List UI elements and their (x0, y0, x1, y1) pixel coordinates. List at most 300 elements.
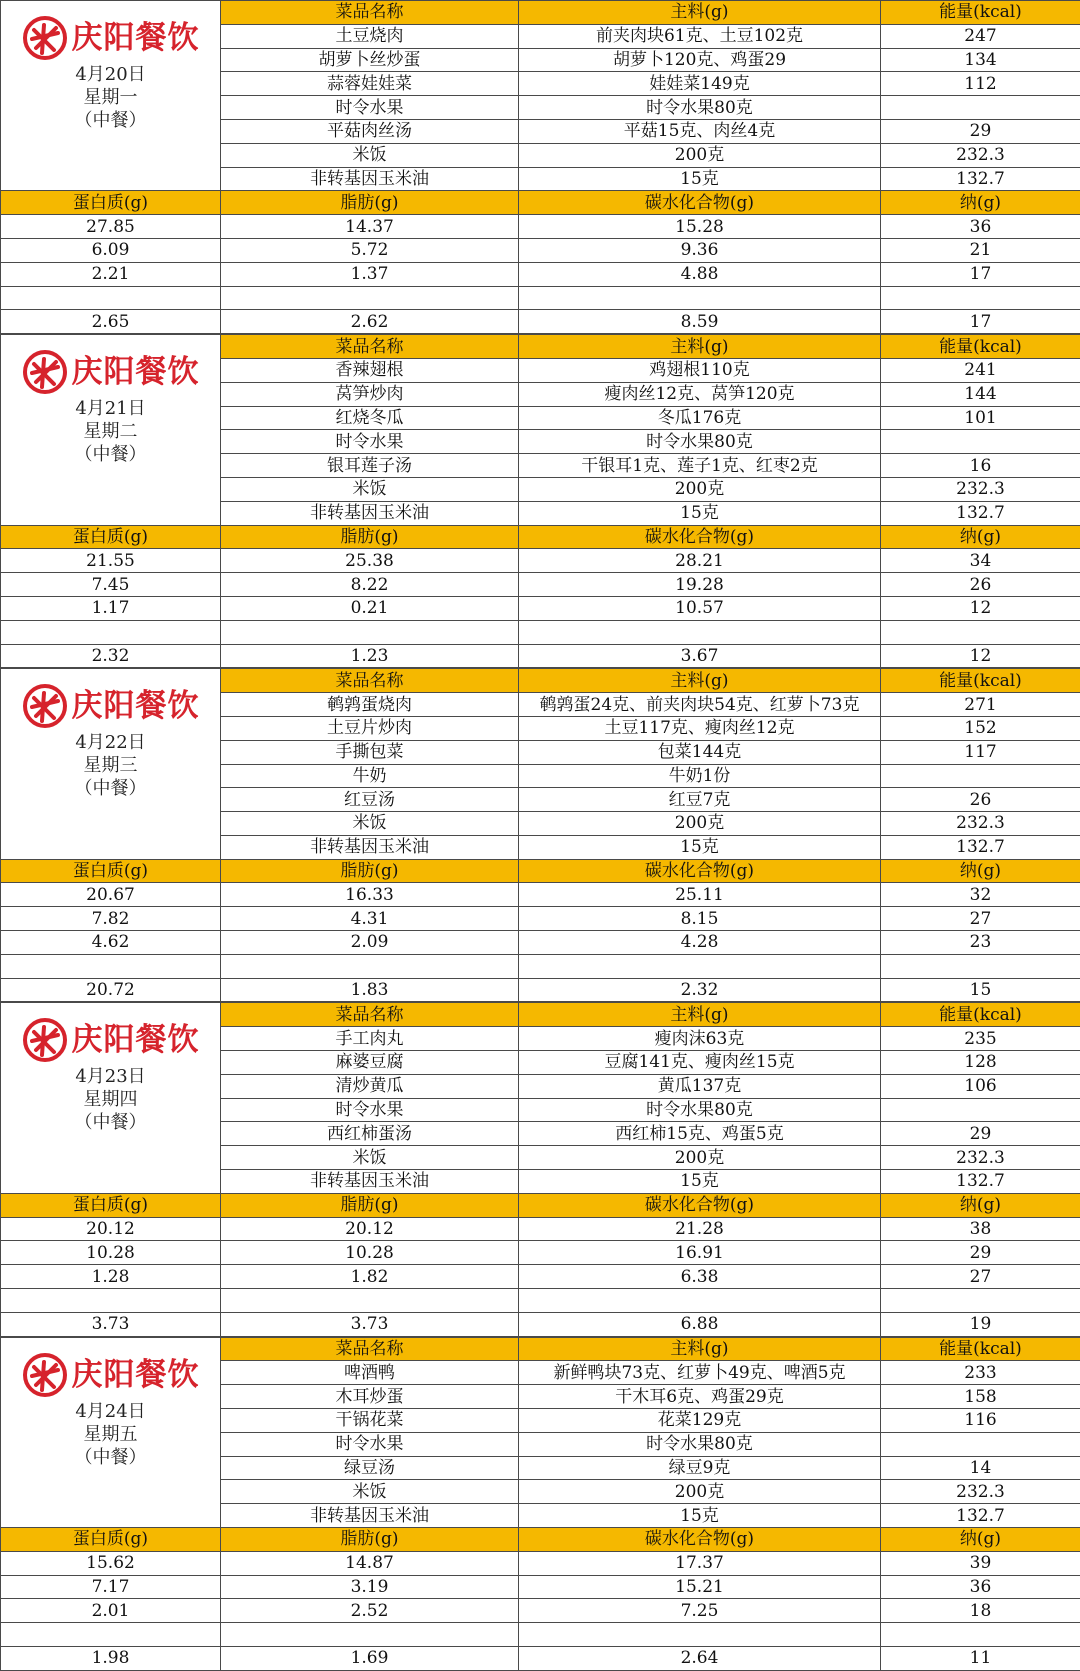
dish-ingredients: 西红柿15克、鸡蛋5克 (519, 1122, 881, 1146)
protein-value (1, 620, 221, 644)
dish-ingredients: 干木耳6克、鸡蛋29克 (519, 1385, 881, 1409)
dish-header-row (1, 1003, 1080, 1027)
dish-energy (881, 764, 1080, 788)
dish-name: 蒜蓉娃娃菜 (221, 72, 519, 96)
dish-ingredients: 鸡翅根110克 (519, 358, 881, 382)
protein-value: 7.17 (1, 1575, 221, 1599)
dish-name: 绿豆汤 (221, 1456, 519, 1480)
fat-value: 2.62 (221, 310, 519, 334)
dish-energy: 16 (881, 454, 1080, 478)
sodium-value: 27 (881, 1265, 1080, 1289)
dish-ingredients: 15克 (519, 1504, 881, 1528)
header-carbs: 碳水化合物(g) (519, 1193, 881, 1217)
fat-value: 1.82 (221, 1265, 519, 1289)
menu-weekday: 星期二 (1, 420, 220, 443)
carbs-value (519, 1623, 881, 1647)
header-ingredients: 主料(g) (519, 1, 881, 25)
nutrition-row (1, 1289, 1080, 1313)
dish-name: 非转基因玉米油 (221, 167, 519, 191)
nutrition-header-row (1, 1193, 1080, 1217)
dish-name: 土豆烧肉 (221, 24, 519, 48)
protein-value: 1.17 (1, 596, 221, 620)
header-energy: 能量(kcal) (881, 669, 1080, 693)
day-menu-table (0, 0, 1080, 334)
dish-ingredients: 鹌鹑蛋24克、前夹肉块54克、红萝卜73克 (519, 693, 881, 717)
day-menu-table (0, 1002, 1080, 1336)
sodium-value: 27 (881, 907, 1080, 931)
sodium-value: 19 (881, 1312, 1080, 1336)
dish-name: 米饭 (221, 1146, 519, 1170)
menu-weekday: 星期三 (1, 754, 220, 777)
menu-meal: （中餐） (1, 777, 220, 800)
header-ingredients: 主料(g) (519, 1337, 881, 1361)
dish-energy: 235 (881, 1027, 1080, 1051)
carbs-value: 3.67 (519, 644, 881, 668)
sodium-value (881, 1289, 1080, 1313)
header-carbs: 碳水化合物(g) (519, 191, 881, 215)
dish-energy: 29 (881, 1122, 1080, 1146)
fat-value (221, 1623, 519, 1647)
nutrition-header-row (1, 1528, 1080, 1552)
sodium-value: 34 (881, 549, 1080, 573)
menu-meal: （中餐） (1, 443, 220, 466)
nutrition-row (1, 620, 1080, 644)
nutrition-row (1, 1599, 1080, 1623)
brand-logo (1, 349, 220, 395)
dish-energy: 101 (881, 406, 1080, 430)
menu-weekday: 星期五 (1, 1423, 220, 1446)
menu-meal: （中餐） (1, 109, 220, 132)
dish-ingredients: 时令水果80克 (519, 1098, 881, 1122)
date-block (1, 63, 220, 132)
dish-name: 鹌鹑蛋烧肉 (221, 693, 519, 717)
brand-logo-icon (22, 1017, 68, 1063)
dish-energy: 132.7 (881, 1504, 1080, 1528)
menu-weekday: 星期四 (1, 1088, 220, 1111)
carbs-value: 15.21 (519, 1575, 881, 1599)
protein-value: 3.73 (1, 1312, 221, 1336)
dish-name: 时令水果 (221, 96, 519, 120)
dish-ingredients: 15克 (519, 501, 881, 525)
dish-name: 红烧冬瓜 (221, 406, 519, 430)
nutrition-row (1, 549, 1080, 573)
dish-energy: 132.7 (881, 1170, 1080, 1194)
header-fat: 脂肪(g) (221, 191, 519, 215)
dish-name: 清炒黄瓜 (221, 1074, 519, 1098)
dish-header-row (1, 1337, 1080, 1361)
nutrition-row (1, 1312, 1080, 1336)
brand-logo (1, 1352, 220, 1398)
protein-value: 2.21 (1, 262, 221, 286)
dish-name: 干锅花菜 (221, 1409, 519, 1433)
carbs-value: 28.21 (519, 549, 881, 573)
dish-energy: 233 (881, 1361, 1080, 1385)
header-dish-name: 菜品名称 (221, 1, 519, 25)
carbs-value: 17.37 (519, 1551, 881, 1575)
dish-name: 香辣翅根 (221, 358, 519, 382)
dish-name: 平菇肉丝汤 (221, 119, 519, 143)
dish-energy: 26 (881, 788, 1080, 812)
header-energy: 能量(kcal) (881, 1003, 1080, 1027)
dish-name: 莴笋炒肉 (221, 382, 519, 406)
dish-ingredients: 15克 (519, 167, 881, 191)
carbs-value: 8.59 (519, 310, 881, 334)
header-protein: 蛋白质(g) (1, 1528, 221, 1552)
sodium-value: 36 (881, 215, 1080, 239)
dish-name: 啤酒鸭 (221, 1361, 519, 1385)
fat-value: 16.33 (221, 883, 519, 907)
header-sodium: 纳(g) (881, 859, 1080, 883)
sodium-value (881, 1623, 1080, 1647)
dish-name: 时令水果 (221, 430, 519, 454)
protein-value: 20.67 (1, 883, 221, 907)
nutrition-row (1, 1217, 1080, 1241)
fat-value: 20.12 (221, 1217, 519, 1241)
header-sodium: 纳(g) (881, 191, 1080, 215)
brand-name: 庆阳餐饮 (72, 362, 200, 382)
fat-value (221, 286, 519, 310)
header-protein: 蛋白质(g) (1, 525, 221, 549)
protein-value: 2.01 (1, 1599, 221, 1623)
fat-value: 5.72 (221, 238, 519, 262)
dish-name: 麻婆豆腐 (221, 1051, 519, 1075)
menu-meal: （中餐） (1, 1111, 220, 1134)
dish-ingredients: 豆腐141克、瘦肉丝15克 (519, 1051, 881, 1075)
protein-value: 7.45 (1, 573, 221, 597)
date-block (1, 731, 220, 800)
sodium-value: 26 (881, 573, 1080, 597)
nutrition-row (1, 215, 1080, 239)
fat-value: 14.37 (221, 215, 519, 239)
dish-energy: 144 (881, 382, 1080, 406)
nutrition-row (1, 954, 1080, 978)
sodium-value: 12 (881, 644, 1080, 668)
sodium-value: 23 (881, 931, 1080, 955)
header-sodium: 纳(g) (881, 525, 1080, 549)
fat-value: 2.52 (221, 1599, 519, 1623)
brand-name: 庆阳餐饮 (72, 1365, 200, 1385)
nutrition-row (1, 931, 1080, 955)
brand-logo-icon (22, 1352, 68, 1398)
menu-weekday: 星期一 (1, 86, 220, 109)
dish-energy: 152 (881, 716, 1080, 740)
dish-energy: 134 (881, 48, 1080, 72)
dish-ingredients: 干银耳1克、莲子1克、红枣2克 (519, 454, 881, 478)
carbs-value: 6.38 (519, 1265, 881, 1289)
sodium-value: 17 (881, 262, 1080, 286)
nutrition-row (1, 573, 1080, 597)
dish-name: 时令水果 (221, 1098, 519, 1122)
date-block (1, 1400, 220, 1469)
dish-energy (881, 1432, 1080, 1456)
dish-ingredients: 包菜144克 (519, 740, 881, 764)
dish-ingredients: 瘦肉丝12克、莴笋120克 (519, 382, 881, 406)
protein-value: 21.55 (1, 549, 221, 573)
dish-energy: 232.3 (881, 812, 1080, 836)
dish-header-row (1, 1, 1080, 25)
dish-energy: 14 (881, 1456, 1080, 1480)
dish-name: 西红柿蛋汤 (221, 1122, 519, 1146)
dish-ingredients: 娃娃菜149克 (519, 72, 881, 96)
carbs-value: 4.28 (519, 931, 881, 955)
dish-ingredients: 新鲜鸭块73克、红萝卜49克、啤酒5克 (519, 1361, 881, 1385)
brand-logo-icon (22, 15, 68, 61)
nutrition-row (1, 310, 1080, 334)
sodium-value (881, 954, 1080, 978)
sodium-value (881, 620, 1080, 644)
header-sodium: 纳(g) (881, 1528, 1080, 1552)
protein-value: 1.98 (1, 1646, 221, 1670)
fat-value (221, 954, 519, 978)
day-menu-table (0, 334, 1080, 668)
header-carbs: 碳水化合物(g) (519, 525, 881, 549)
nutrition-row (1, 1265, 1080, 1289)
protein-value: 1.28 (1, 1265, 221, 1289)
protein-value: 20.72 (1, 978, 221, 1002)
carbs-value: 19.28 (519, 573, 881, 597)
dish-name: 银耳莲子汤 (221, 454, 519, 478)
carbs-value: 21.28 (519, 1217, 881, 1241)
dish-energy: 132.7 (881, 501, 1080, 525)
carbs-value: 15.28 (519, 215, 881, 239)
carbs-value (519, 286, 881, 310)
header-energy: 能量(kcal) (881, 1337, 1080, 1361)
dish-ingredients: 红豆7克 (519, 788, 881, 812)
protein-value: 2.65 (1, 310, 221, 334)
dish-energy: 29 (881, 119, 1080, 143)
nutrition-row (1, 286, 1080, 310)
dish-ingredients: 冬瓜176克 (519, 406, 881, 430)
carbs-value: 9.36 (519, 238, 881, 262)
dish-energy: 232.3 (881, 477, 1080, 501)
fat-value: 14.87 (221, 1551, 519, 1575)
menu-date: 4月23日 (1, 1065, 220, 1088)
nutrition-row (1, 596, 1080, 620)
day-info-block (1, 669, 221, 859)
dish-ingredients: 黄瓜137克 (519, 1074, 881, 1098)
dish-ingredients: 绿豆9克 (519, 1456, 881, 1480)
carbs-value (519, 1289, 881, 1313)
day-info-block (1, 1, 221, 191)
carbs-value: 25.11 (519, 883, 881, 907)
sodium-value: 12 (881, 596, 1080, 620)
dish-ingredients: 时令水果80克 (519, 96, 881, 120)
carbs-value: 4.88 (519, 262, 881, 286)
dish-energy (881, 1098, 1080, 1122)
day-info-block (1, 1003, 221, 1193)
date-block (1, 397, 220, 466)
carbs-value: 16.91 (519, 1241, 881, 1265)
dish-name: 手工肉丸 (221, 1027, 519, 1051)
header-ingredients: 主料(g) (519, 669, 881, 693)
dish-ingredients: 15克 (519, 835, 881, 859)
fat-value: 4.31 (221, 907, 519, 931)
brand-logo (1, 683, 220, 729)
dish-ingredients: 时令水果80克 (519, 430, 881, 454)
sodium-value: 17 (881, 310, 1080, 334)
dish-ingredients: 花菜129克 (519, 1409, 881, 1433)
dish-ingredients: 15克 (519, 1170, 881, 1194)
carbs-value (519, 954, 881, 978)
brand-logo (1, 15, 220, 61)
brand-name: 庆阳餐饮 (72, 28, 200, 48)
menu-date: 4月24日 (1, 1400, 220, 1423)
sodium-value: 39 (881, 1551, 1080, 1575)
dish-energy: 132.7 (881, 167, 1080, 191)
dish-name: 非转基因玉米油 (221, 1170, 519, 1194)
dish-energy: 128 (881, 1051, 1080, 1075)
dish-energy: 117 (881, 740, 1080, 764)
fat-value: 3.19 (221, 1575, 519, 1599)
dish-energy: 232.3 (881, 1146, 1080, 1170)
day-menu-table (0, 668, 1080, 1002)
menu-date: 4月21日 (1, 397, 220, 420)
date-block (1, 1065, 220, 1134)
protein-value: 15.62 (1, 1551, 221, 1575)
dish-energy: 106 (881, 1074, 1080, 1098)
header-ingredients: 主料(g) (519, 335, 881, 359)
nutrition-row (1, 262, 1080, 286)
dish-name: 非转基因玉米油 (221, 1504, 519, 1528)
sodium-value: 15 (881, 978, 1080, 1002)
protein-value: 7.82 (1, 907, 221, 931)
fat-value: 1.83 (221, 978, 519, 1002)
nutrition-row (1, 1575, 1080, 1599)
dish-ingredients: 200克 (519, 143, 881, 167)
dish-name: 米饭 (221, 143, 519, 167)
nutrition-row (1, 644, 1080, 668)
nutrition-row (1, 978, 1080, 1002)
brand-name: 庆阳餐饮 (72, 696, 200, 716)
day-menu-table (0, 1337, 1080, 1671)
nutrition-row (1, 238, 1080, 262)
header-dish-name: 菜品名称 (221, 335, 519, 359)
carbs-value: 2.32 (519, 978, 881, 1002)
fat-value: 1.23 (221, 644, 519, 668)
carbs-value (519, 620, 881, 644)
dish-energy: 112 (881, 72, 1080, 96)
sodium-value: 38 (881, 1217, 1080, 1241)
nutrition-row (1, 1241, 1080, 1265)
dish-ingredients: 200克 (519, 1480, 881, 1504)
dish-name: 米饭 (221, 477, 519, 501)
dish-ingredients: 瘦肉沫63克 (519, 1027, 881, 1051)
dish-name: 时令水果 (221, 1432, 519, 1456)
dish-name: 红豆汤 (221, 788, 519, 812)
sodium-value: 21 (881, 238, 1080, 262)
dish-name: 胡萝卜丝炒蛋 (221, 48, 519, 72)
header-dish-name: 菜品名称 (221, 669, 519, 693)
dish-energy: 132.7 (881, 835, 1080, 859)
protein-value: 4.62 (1, 931, 221, 955)
protein-value (1, 954, 221, 978)
dish-energy: 232.3 (881, 143, 1080, 167)
dish-name: 米饭 (221, 812, 519, 836)
dish-name: 牛奶 (221, 764, 519, 788)
header-fat: 脂肪(g) (221, 859, 519, 883)
header-carbs: 碳水化合物(g) (519, 1528, 881, 1552)
protein-value (1, 1289, 221, 1313)
nutrition-row (1, 883, 1080, 907)
dish-ingredients: 200克 (519, 477, 881, 501)
dish-name: 米饭 (221, 1480, 519, 1504)
header-sodium: 纳(g) (881, 1193, 1080, 1217)
brand-logo (1, 1017, 220, 1063)
protein-value: 20.12 (1, 1217, 221, 1241)
dish-ingredients: 胡萝卜120克、鸡蛋29 (519, 48, 881, 72)
dish-ingredients: 平菇15克、肉丝4克 (519, 119, 881, 143)
protein-value (1, 286, 221, 310)
dish-energy: 232.3 (881, 1480, 1080, 1504)
carbs-value: 8.15 (519, 907, 881, 931)
fat-value: 3.73 (221, 1312, 519, 1336)
fat-value: 10.28 (221, 1241, 519, 1265)
sodium-value: 18 (881, 1599, 1080, 1623)
protein-value: 6.09 (1, 238, 221, 262)
dish-header-row (1, 669, 1080, 693)
protein-value (1, 1623, 221, 1647)
menu-date: 4月22日 (1, 731, 220, 754)
day-info-block (1, 335, 221, 525)
dish-ingredients: 200克 (519, 1146, 881, 1170)
dish-ingredients: 200克 (519, 812, 881, 836)
fat-value: 2.09 (221, 931, 519, 955)
dish-energy: 116 (881, 1409, 1080, 1433)
menu-date: 4月20日 (1, 63, 220, 86)
fat-value: 1.69 (221, 1646, 519, 1670)
fat-value (221, 1289, 519, 1313)
header-fat: 脂肪(g) (221, 525, 519, 549)
header-dish-name: 菜品名称 (221, 1337, 519, 1361)
sodium-value: 36 (881, 1575, 1080, 1599)
header-energy: 能量(kcal) (881, 1, 1080, 25)
dish-energy: 271 (881, 693, 1080, 717)
dish-name: 木耳炒蛋 (221, 1385, 519, 1409)
header-energy: 能量(kcal) (881, 335, 1080, 359)
fat-value: 0.21 (221, 596, 519, 620)
sodium-value (881, 286, 1080, 310)
dish-header-row (1, 335, 1080, 359)
carbs-value: 6.88 (519, 1312, 881, 1336)
dish-energy: 241 (881, 358, 1080, 382)
dish-ingredients: 土豆117克、瘦肉丝12克 (519, 716, 881, 740)
dish-energy: 158 (881, 1385, 1080, 1409)
dish-ingredients: 牛奶1份 (519, 764, 881, 788)
dish-name: 非转基因玉米油 (221, 835, 519, 859)
day-info-block (1, 1337, 221, 1527)
sodium-value: 32 (881, 883, 1080, 907)
nutrition-header-row (1, 525, 1080, 549)
fat-value (221, 620, 519, 644)
dish-energy: 247 (881, 24, 1080, 48)
header-ingredients: 主料(g) (519, 1003, 881, 1027)
brand-logo-icon (22, 349, 68, 395)
dish-name: 土豆片炒肉 (221, 716, 519, 740)
nutrition-header-row (1, 191, 1080, 215)
header-carbs: 碳水化合物(g) (519, 859, 881, 883)
header-protein: 蛋白质(g) (1, 191, 221, 215)
header-protein: 蛋白质(g) (1, 1193, 221, 1217)
fat-value: 8.22 (221, 573, 519, 597)
fat-value: 1.37 (221, 262, 519, 286)
dish-name: 非转基因玉米油 (221, 501, 519, 525)
carbs-value: 7.25 (519, 1599, 881, 1623)
brand-name: 庆阳餐饮 (72, 1030, 200, 1050)
nutrition-row (1, 1623, 1080, 1647)
nutrition-row (1, 907, 1080, 931)
dish-name: 手撕包菜 (221, 740, 519, 764)
header-fat: 脂肪(g) (221, 1193, 519, 1217)
